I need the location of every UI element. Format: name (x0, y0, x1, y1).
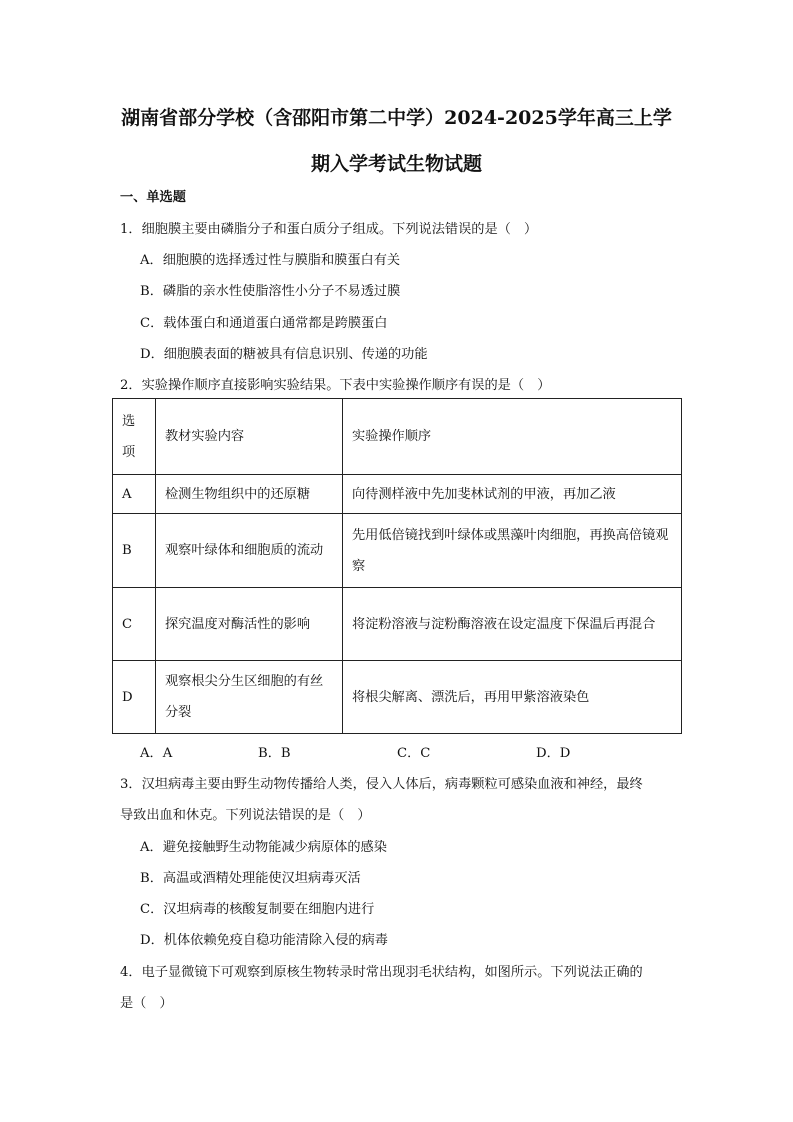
q1-option-c: C．载体蛋白和通道蛋白通常都是跨膜蛋白 (140, 316, 388, 331)
table-cell: 观察根尖分生区细胞的有丝分裂 (156, 661, 343, 734)
q2-answer-c: C．C (397, 746, 431, 761)
q2-answer-a: A．A (140, 746, 173, 761)
table-row (113, 514, 682, 588)
q1-stem: 1．细胞膜主要由磷脂分子和蛋白质分子组成。下列说法错误的是（ ） (120, 222, 538, 237)
table-header-cell: 选项 (113, 399, 156, 475)
q3-option-b: B．高温或酒精处理能使汉坦病毒灭活 (140, 871, 361, 886)
table-cell: 观察叶绿体和细胞质的流动 (156, 514, 343, 588)
table-header-cell: 教材实验内容 (156, 399, 343, 475)
table-cell: B (113, 514, 156, 588)
q3-stem-line1: 3．汉坦病毒主要由野生动物传播给人类，侵入人体后，病毒颗粒可感染血液和神经，最终 (120, 777, 643, 792)
table-cell: C (113, 588, 156, 661)
section-heading: 一、单选题 (120, 190, 186, 205)
table-row (113, 588, 682, 661)
q2-answer-d: D．D (536, 746, 571, 761)
table-cell: D (113, 661, 156, 734)
table-cell: 先用低倍镜找到叶绿体或黑藻叶肉细胞，再换高倍镜观察 (343, 514, 682, 588)
q3-stem-line2: 导致出血和休克。下列说法错误的是（ ） (120, 808, 371, 823)
table-row (113, 661, 682, 734)
page-title-line1: 湖南省部分学校（含邵阳市第二中学）2024-2025学年高三上学 (121, 107, 672, 129)
q3-option-a: A．避免接触野生动物能减少病原体的感染 (140, 840, 387, 855)
q1-option-a: A．细胞膜的选择透过性与膜脂和膜蛋白有关 (140, 253, 401, 268)
q2-experiment-table (112, 398, 682, 734)
q4-stem-line2: 是（ ） (120, 996, 173, 1011)
table-header-cell: 实验操作顺序 (343, 399, 682, 475)
table-cell: A (113, 475, 156, 514)
q2-stem: 2．实验操作顺序直接影响实验结果。下表中实验操作顺序有误的是（ ） (120, 378, 551, 393)
q3-option-c: C．汉坦病毒的核酸复制要在细胞内进行 (140, 902, 375, 917)
page-title-line2: 期入学考试生物试题 (310, 153, 482, 175)
q3-option-d: D．机体依赖免疫自稳功能清除入侵的病毒 (140, 933, 388, 948)
table-cell: 检测生物组织中的还原糖 (156, 475, 343, 514)
table-header-row (113, 399, 682, 475)
table-cell: 将淀粉溶液与淀粉酶溶液在设定温度下保温后再混合 (343, 588, 682, 661)
q2-answer-b: B．B (258, 746, 291, 761)
q4-stem-line1: 4．电子显微镜下可观察到原核生物转录时常出现羽毛状结构，如图所示。下列说法正确的 (120, 965, 643, 980)
table-cell: 将根尖解离、漂洗后，再用甲紫溶液染色 (343, 661, 682, 734)
q1-option-b: B．磷脂的亲水性使脂溶性小分子不易透过膜 (140, 284, 401, 299)
table-cell: 探究温度对酶活性的影响 (156, 588, 343, 661)
table-cell: 向待测样液中先加斐林试剂的甲液，再加乙液 (343, 475, 682, 514)
q1-option-d: D．细胞膜表面的糖被具有信息识别、传递的功能 (140, 347, 428, 362)
table-row (113, 475, 682, 514)
